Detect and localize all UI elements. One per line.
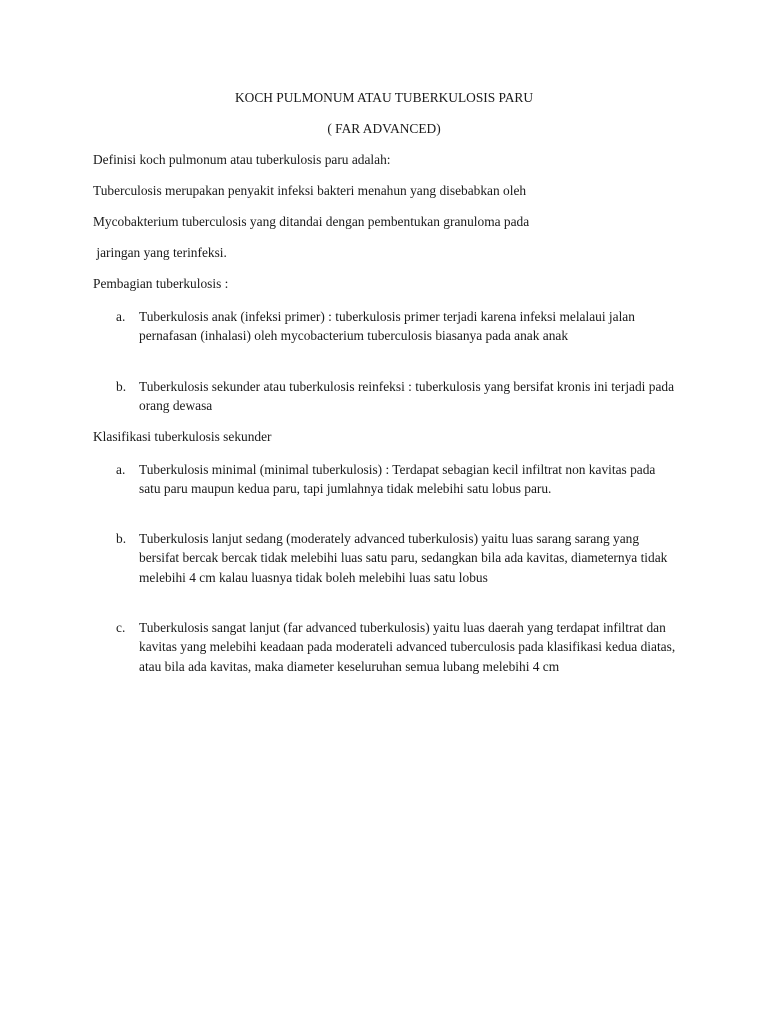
- definition-line: jaringan yang terinfeksi.: [93, 245, 227, 260]
- list-item-text: Tuberkulosis sekunder atau tuberkulosis reinfeksi : tuberkulosis yang bersifat kronis ini terjadi pada orang dewasa: [139, 379, 675, 414]
- list-marker: b.: [116, 531, 127, 546]
- list-marker: c.: [116, 620, 126, 635]
- pembagian-heading: Pembagian tuberkulosis :: [93, 276, 229, 291]
- list-marker: b.: [116, 379, 127, 394]
- klasifikasi-heading: Klasifikasi tuberkulosis sekunder: [93, 429, 272, 444]
- list-item-text: Tuberkulosis sangat lanjut (far advanced tuberkulosis) yaitu luas daerah yang terdapat infiltrat dan kavitas yang melebihi keadaan pada moderateli advanced tuberculosis pada klasifikasi kedua diatas, atau bila ada kavitas, maka diameter keseluruhan semua lubang melebihi 4 cm: [139, 620, 676, 674]
- list-marker: a.: [116, 462, 126, 477]
- list-item-text: Tuberkulosis minimal (minimal tuberkulosis) : Terdapat sebagian kecil infiltrat non kavitas pada satu paru maupun kedua paru, tapi jumlahnya tidak melebihi satu lobus paru.: [139, 462, 656, 497]
- document-subtitle: ( FAR ADVANCED): [327, 121, 441, 136]
- document-title: KOCH PULMONUM ATAU TUBERKULOSIS PARU: [234, 90, 534, 105]
- definition-line: Tuberculosis merupakan penyakit infeksi bakteri menahun yang disebabkan oleh: [93, 183, 527, 198]
- list-item-text: Tuberkulosis anak (infeksi primer) : tuberkulosis primer terjadi karena infeksi melalaui jalan pernafasan (inhalasi) oleh mycobacterium tuberculosis biasanya pada anak anak: [139, 309, 635, 344]
- definition-line: Mycobakterium tuberculosis yang ditandai dengan pembentukan granuloma pada: [93, 214, 530, 229]
- list-item-text: Tuberkulosis lanjut sedang (moderately advanced tuberkulosis) yaitu luas sarang sarang yang bersifat bercak bercak tidak melebihi luas satu paru, sedangkan bila ada kavitas, diameternya tidak melebihi 4 cm kalau luasnya tidak boleh melebihi luas satu lobus: [139, 531, 668, 585]
- list-marker: a.: [116, 309, 126, 324]
- definition-heading: Definisi koch pulmonum atau tuberkulosis paru adalah:: [93, 152, 391, 167]
